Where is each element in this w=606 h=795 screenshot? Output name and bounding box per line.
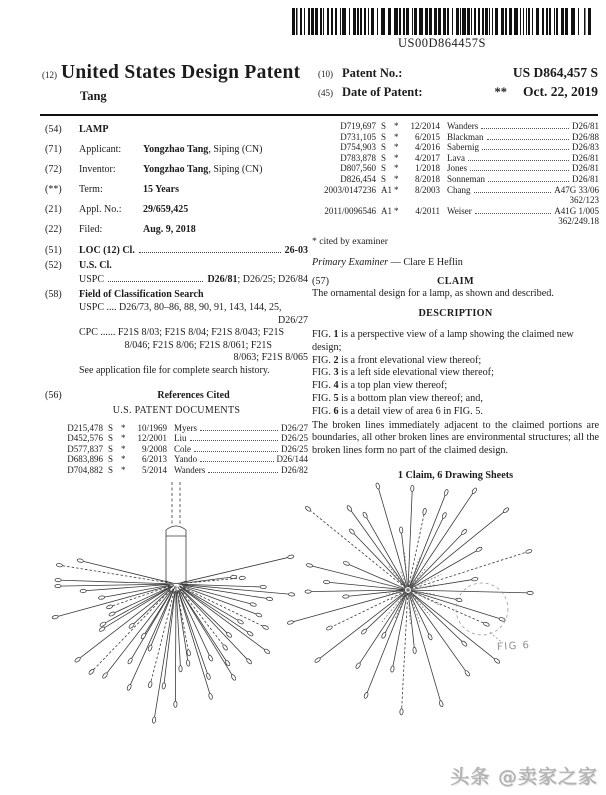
dot-leader: [190, 440, 279, 441]
uspc-line: USPC D26/81; D26/25; D26/84: [79, 273, 308, 285]
dot-leader: [208, 472, 278, 473]
watermark: 头条 @卖家之家: [450, 766, 598, 788]
table-row: D754,903 S * 4/2016 Sabernig D26/83: [340, 142, 599, 153]
broken-lines-note: The broken lines immediately adjacent to the claimed portions are boundaries, all other broken lines are environmental structures; all the broken lines form no part of the claimed design.: [312, 419, 599, 457]
table-row: 2003/0147236 A1 * 8/2003 Chang A47G 33/06: [323, 184, 599, 195]
field-appl-no: (21) Appl. No.: 29/659,425: [45, 204, 189, 216]
uspc-search-line2: D26/27: [278, 314, 308, 326]
date-value: Oct. 22, 2019: [523, 84, 598, 99]
patent-number-row: [318, 64, 598, 83]
cpc-line1: CPC ...... F21S 8/03; F21S 8/04; F21S 8/043; F21S: [79, 327, 285, 339]
field-inventor: (72) Inventor: Yongzhao Tang, Siping (CN): [45, 164, 263, 176]
table-row: 2011/0096546 A1 * 4/2011 Weiser A41G 1/005: [324, 205, 599, 216]
dot-leader: [194, 451, 278, 452]
references-cited-heading: (56) References Cited: [45, 389, 230, 401]
field-applicant: (71) Applicant: Yongzhao Tang, Siping (CN): [45, 144, 263, 156]
field-term: (**) Term: 15 Years: [45, 184, 180, 196]
inventor-surname: Tang: [80, 89, 107, 103]
left-column: [45, 124, 308, 476]
dot-leader: [108, 281, 203, 282]
claim-text: The ornamental design for a lamp, as shown and described.: [312, 288, 554, 300]
table-row: D215,478 S * 10/1969 Myers D26/27: [67, 422, 308, 433]
table-row-continuation: 362/249.18: [558, 216, 599, 227]
date-label: Date of Patent:: [342, 85, 423, 99]
patent-no-label: Patent No.:: [342, 66, 403, 80]
dot-leader: [200, 430, 278, 431]
table-row: D452,576 S * 12/2001 Liu D26/25: [67, 433, 308, 444]
uspc-search-line1: USPC .... D26/73, 80–86, 88, 90, 91, 143, 144, 25,: [79, 301, 282, 313]
fig-description: FIG. 6 is a detail view of area 6 in FIG. 5.: [312, 405, 483, 417]
header: [42, 60, 598, 112]
table-row-continuation: 362/123: [569, 195, 599, 206]
fig-description: FIG. 1 is a perspective view of a lamp showing the claimed new design;: [312, 328, 574, 353]
page-title: United States Design Patent: [61, 62, 301, 83]
dot-leader: [488, 181, 569, 182]
barcode-text: US00D864457S: [398, 36, 486, 50]
patent-no-value: US D864,457 S: [512, 65, 598, 80]
references-table-right: [312, 121, 599, 227]
fig-description: FIG. 2 is a front elevational view thereof;: [312, 354, 482, 366]
field-classification-search: (58) Field of Classification Search: [45, 289, 204, 301]
table-row: D783,878 S * 4/2017 Lava D26/81: [340, 152, 599, 163]
dot-leader: [200, 461, 273, 462]
fig-description: FIG. 3 is a left side elevational view thereof;: [312, 367, 494, 379]
cpc-line3: 8/063; F21S 8/065: [233, 352, 308, 364]
primary-examiner-line: Primary Examiner — Clare E Heflin: [312, 256, 463, 268]
dot-leader: [470, 170, 569, 171]
figure-top-plan-view: [287, 483, 533, 715]
see-application-note: See application file for complete search history.: [79, 364, 270, 376]
description-heading: DESCRIPTION: [418, 308, 493, 320]
field-loc-class: (51) LOC (12) Cl. 26-03: [45, 244, 308, 256]
right-column: [312, 121, 599, 483]
dot-leader: [468, 160, 569, 161]
references-table-left: [45, 423, 308, 476]
barcode-image: [292, 8, 592, 35]
dot-leader: [481, 128, 569, 129]
invention-title: LAMP: [79, 124, 109, 135]
figure-descriptions: [312, 329, 599, 419]
patent-date-row: [318, 83, 598, 102]
dot-leader: [139, 252, 281, 253]
figure-perspective-view: [52, 482, 295, 723]
fig-description: FIG. 5 is a bottom plan view thereof; and,: [312, 392, 483, 404]
claims-drawing-sheets-line: 1 Claim, 6 Drawing Sheets: [397, 469, 514, 481]
dot-leader: [475, 213, 551, 214]
date-tag: (45): [318, 88, 333, 98]
header-divider: [40, 114, 598, 116]
table-row: D704,882 S * 5/2014 Wanders D26/82: [67, 465, 308, 476]
fig6-detail-label: FIG 6: [496, 639, 531, 654]
fig-description: FIG. 4 is a top plan view thereof;: [312, 380, 448, 392]
kind-code-tag: (12): [42, 70, 57, 80]
cited-by-examiner-note: * cited by examiner: [312, 235, 388, 247]
claim-heading-row: (57) CLAIM: [312, 276, 599, 289]
dot-leader: [474, 192, 552, 193]
barcode: [288, 8, 596, 51]
cpc-line2: 8/046; F21S 8/06; F21S 8/061; F21S: [124, 339, 272, 351]
field-us-class: (52) U.S. Cl.: [45, 260, 112, 272]
patent-no-tag: (10): [318, 69, 333, 79]
table-row: D719,697 S * 12/2014 Wanders D26/81: [340, 121, 599, 131]
table-row: D826,454 S * 8/2018 Sonneman D26/81: [340, 173, 599, 184]
table-row: D683,896 S * 6/2013 Yando D26/144: [67, 454, 308, 465]
field-filed: (22) Filed: Aug. 9, 2018: [45, 224, 196, 236]
table-row: D577,837 S * 9/2008 Cole D26/25: [67, 443, 308, 454]
dot-leader: [482, 149, 569, 150]
patent-drawings: [0, 478, 606, 770]
field-title: (54) LAMP: [45, 124, 109, 135]
term-stars: **: [494, 85, 507, 99]
us-patent-documents-heading: U.S. PATENT DOCUMENTS: [112, 405, 241, 417]
table-row: D807,560 S * 1/2018 Jones D26/81: [340, 163, 599, 174]
claim-heading: CLAIM: [436, 275, 475, 287]
table-row: D731,105 S * 6/2015 Blackman D26/88: [340, 131, 599, 142]
dot-leader: [487, 139, 570, 140]
